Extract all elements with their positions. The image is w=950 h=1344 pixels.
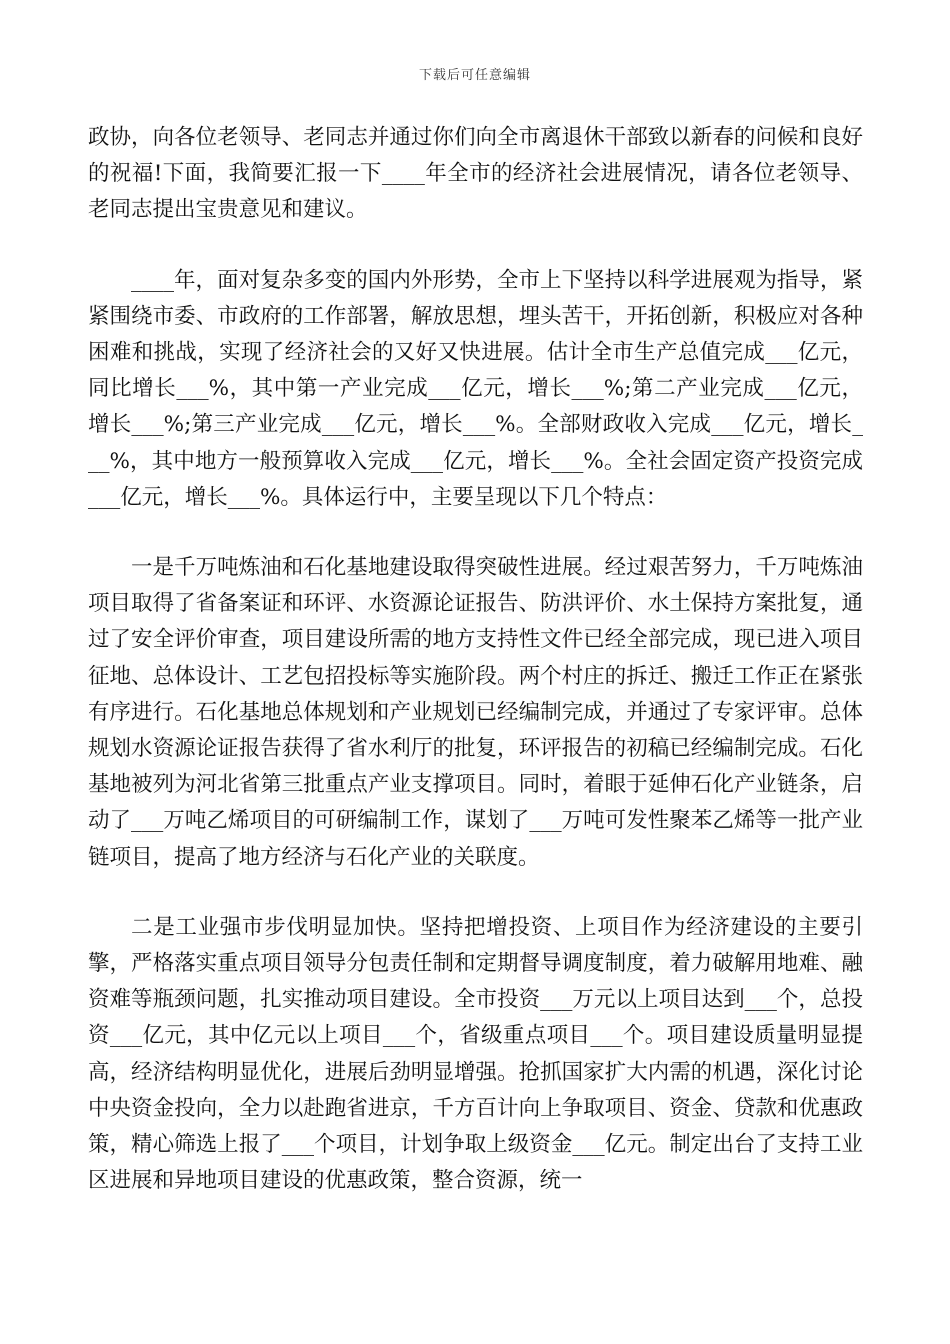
paragraph-4: 二是工业强市步伐明显加快。坚持把增投资、上项目作为经济建设的主要引擎，严格落实重点项目领导分包责任制和定期督导调度制度，着力破解用地难、融资难等瓶颈问题，扎实推动项目建设。全市投资___万元以上项目达到___个，总投资___亿元，其中亿元以上项目___个，省级重点项目___个。项目建设质量明显提高，经济结构明显优化，进展后劲明显增强。抢抓国家扩大内需的机遇，深化讨论中央资金投向，全力以赴跑省进京，千方百计向上争取项目、资金、贷款和优惠政策，精心筛选上报了___个项目，计划争取上级资金___亿元。制定出台了支持工业区进展和异地项目建设的优惠政策，整合资源，统一 [88, 914, 863, 1194]
paragraph-1: 政协，向各位老领导、老同志并通过你们向全市离退休干部致以新春的问候和良好的祝福!下面，我简要汇报一下____年全市的经济社会进展情况，请各位老领导、老同志提出宝贵意见和建议。 [88, 125, 863, 223]
paragraph-gap [88, 516, 863, 550]
paragraph-2: ____年，面对复杂多变的国内外形势，全市上下坚持以科学进展观为指导，紧紧围绕市委、市政府的工作部署，解放思想，埋头苦干，开拓创新，积极应对各种困难和挑战，实现了经济社会的又好又快进展。估计全市生产总值完成___亿元，同比增长___%，其中第一产业完成___亿元，增长___%;第二产业完成___亿元，增长___%;第三产业完成___亿元，增长___%。全部财政收入完成___亿元，增长___%，其中地方一般预算收入完成___亿元，增长___%。全社会固定资产投资完成___亿元，增长___%。具体运行中，主要呈现以下几个特点： [88, 267, 863, 510]
page-header: 下载后可任意编辑 [418, 68, 531, 83]
document-body [88, 120, 863, 1199]
paragraph-3: 一是千万吨炼油和石化基地建设取得突破性进展。经过艰苦努力，千万吨炼油项目取得了省备案证和环评、水资源论证报告、防洪评价、水土保持方案批复，通过了安全评价审查，项目建设所需的地方支持性文件已经全部完成，现已进入项目征地、总体设计、工艺包招投标等实施阶段。两个村庄的拆迁、搬迁工作正在紧张有序进行。石化基地总体规划和产业规划已经编制完成，并通过了专家评审。总体规划水资源论证报告获得了省水利厅的批复，环评报告的初稿已经编制完成。石化基地被列为河北省第三批重点产业支撑项目。同时，着眼于延伸石化产业链条，启动了___万吨乙烯项目的可研编制工作，谋划了___万吨可发性聚苯乙烯等一批产业链项目，提高了地方经济与石化产业的关联度。 [88, 555, 863, 870]
paragraph-gap [88, 876, 863, 910]
paragraph-gap [88, 229, 863, 263]
